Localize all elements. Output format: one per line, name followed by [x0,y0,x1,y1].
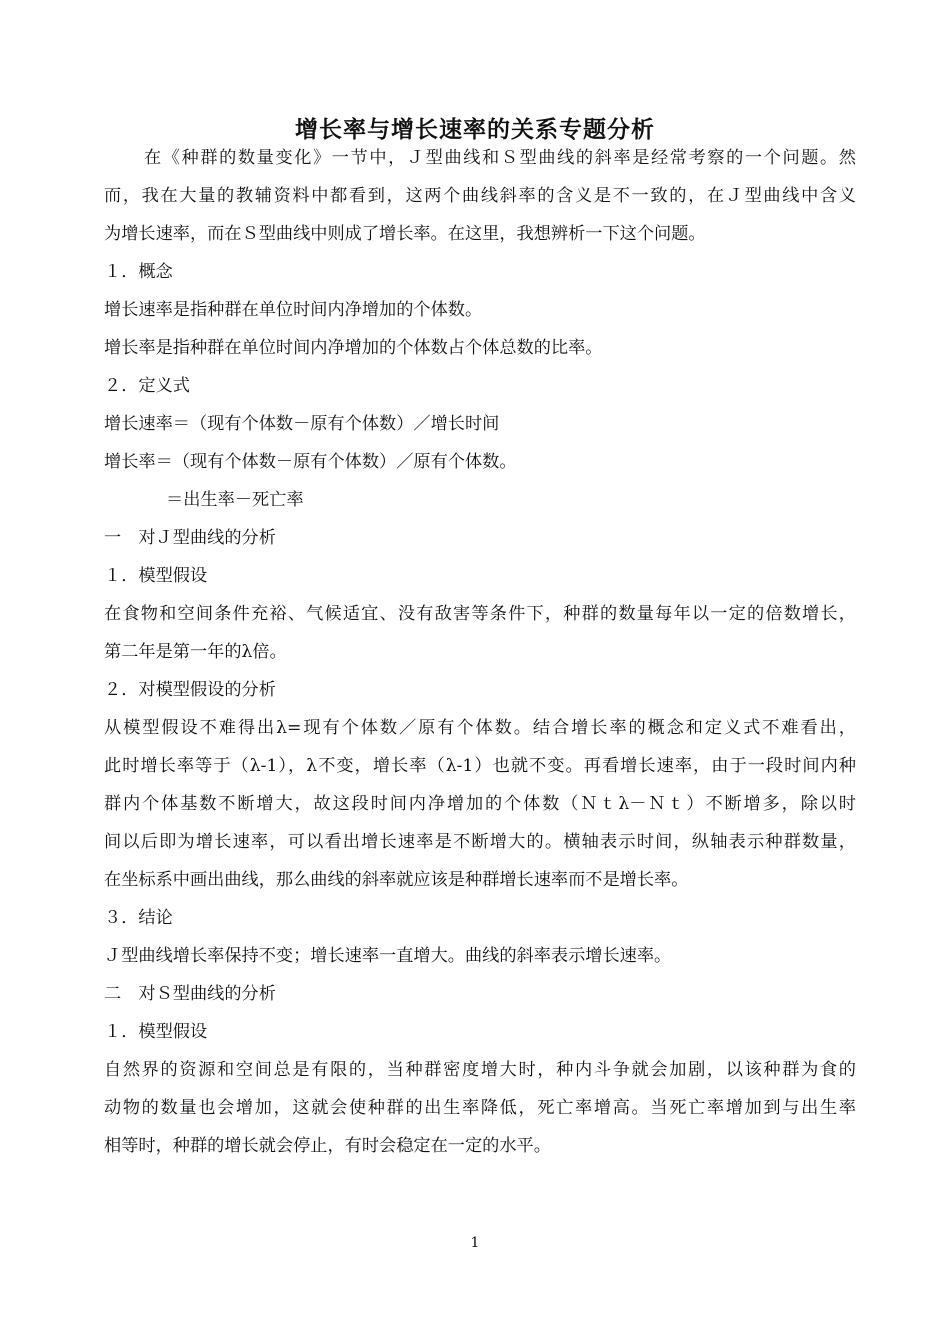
definition-growth-speed: 增长速率是指种群在单位时间内净增加的个体数。 [104,300,483,320]
intro-line-1: 在《种群的数量变化》一节中，Ｊ型曲线和Ｓ型曲线的斜率是经常考察的一个问题。然 [144,148,856,168]
j-curve-analysis-line-4: 间以后即为增长速率，可以看出增长速率是不断增大的。横轴表示时间，纵轴表示种群数量， [104,832,856,852]
j-curve-assumption-line-2: 第二年是第一年的λ倍。 [104,642,287,662]
j-curve-assumption-line-1: 在食物和空间条件充裕、气候适宜、没有敌害等条件下，种群的数量每年以一定的倍数增长， [104,604,856,624]
document-body [104,139,856,1165]
s-curve-assumption-line-3: 相等时，种群的增长就会停止，有时会稳定在一定的水平。 [104,1136,551,1156]
s-curve-assumption-line-1: 自然界的资源和空间总是有限的，当种群密度增大时，种内斗争就会加剧，以该种群为食的 [104,1060,856,1080]
part-heading-s-curve: 二 对Ｓ型曲线的分析 [104,984,276,1004]
formula-growth-rate: 增长率＝（现有个体数－原有个体数）／原有个体数。 [104,452,517,472]
j-curve-analysis-line-3: 群内个体基数不断增大，故这段时间内净增加的个体数（Ｎｔλ－Ｎｔ）不断增多，除以时 [104,794,856,814]
intro-line-2: 而，我在大量的教辅资料中都看到，这两个曲线斜率的含义是不一致的，在Ｊ型曲线中含义 [104,186,856,206]
j-curve-analysis-line-2: 此时增长率等于（λ-1），λ不变，增长率（λ-1）也就不变。再看增长速率，由于一段时间内种 [104,756,856,776]
j-curve-conclusion: Ｊ型曲线增长率保持不变；增长速率一直增大。曲线的斜率表示增长速率。 [104,946,672,966]
j-curve-heading-assumption: １．模型假设 [104,566,208,586]
page-number: 1 [470,1235,480,1251]
intro-line-3: 为增长速率，而在Ｓ型曲线中则成了增长率。在这里，我想辨析一下这个问题。 [104,224,706,244]
s-curve-assumption-line-2: 动物的数量也会增加，这就会使种群的出生率降低，死亡率增高。当死亡率增加到与出生率 [104,1098,856,1118]
section-heading-concept: １．概念 [104,262,173,282]
formula-growth-rate-equals: ＝出生率－死亡率 [166,490,304,510]
document-title: 增长率与增长速率的关系专题分析 [295,117,655,143]
j-curve-heading-analysis: ２．对模型假设的分析 [104,680,276,700]
part-heading-j-curve: 一 对Ｊ型曲线的分析 [104,528,276,548]
definition-growth-rate: 增长率是指种群在单位时间内净增加的个体数占个体总数的比率。 [104,338,603,358]
j-curve-analysis-line-1: 从模型假设不难得出λ=现有个体数／原有个体数。结合增长率的概念和定义式不难看出， [104,718,856,738]
j-curve-analysis-line-5: 在坐标系中画出曲线，那么曲线的斜率就应该是种群增长速率而不是增长率。 [104,870,689,890]
s-curve-heading-assumption: １．模型假设 [104,1022,208,1042]
section-heading-formula: ２．定义式 [104,376,190,396]
j-curve-heading-conclusion: ３．结论 [104,908,173,928]
formula-growth-speed: 增长速率＝（现有个体数－原有个体数）／增长时间 [104,414,500,434]
